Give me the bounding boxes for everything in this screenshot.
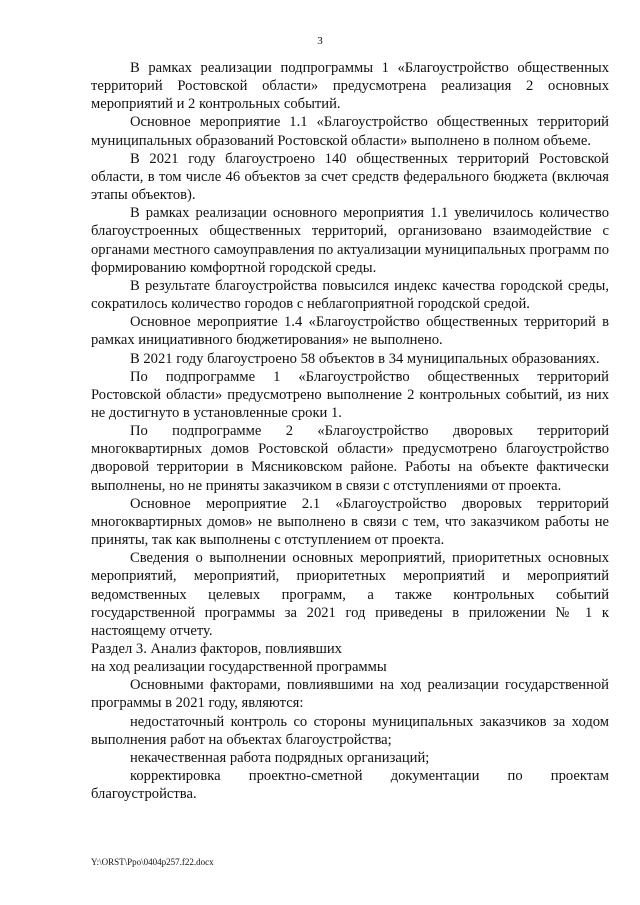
- paragraph: Основное мероприятие 1.1 «Благоустройство общественных территорий муниципальных образований Ростовской области» выполнено в полном объеме.: [91, 114, 609, 149]
- document-body: [91, 59, 609, 803]
- paragraph: По подпрограмме 2 «Благоустройство дворовых территорий многоквартирных домов Ростовской области» предусмотрено благоустройство дворовой территории в Мясниковском районе. Работы на объекте фактически выполнены, но не приняты заказчиком в связи с отступлениями от проекта.: [91, 423, 609, 494]
- paragraph: недостаточный контроль со стороны муниципальных заказчиков за ходом выполнения работ на объектах благоустройства;: [91, 713, 609, 748]
- page-number: 3: [317, 35, 323, 47]
- paragraph: Основными факторами, повлиявшими на ход реализации государственной программы в 2021 году, являются:: [91, 677, 609, 712]
- paragraph: В результате благоустройства повысился индекс качества городской среды, сократилось количество городов с неблагоприятной городской средой.: [91, 277, 609, 313]
- paragraph: некачественная работа подрядных организаций;: [130, 749, 430, 766]
- paragraph: По подпрограмме 1 «Благоустройство общественных территорий Ростовской области» предусмотрено выполнение 2 контрольных событий, из них не достигнуто в установленные сроки 1.: [91, 368, 609, 421]
- section-heading: [91, 640, 609, 676]
- paragraph: В рамках реализации подпрограммы 1 «Благоустройство общественных территорий Ростовской области» предусмотрена реализация 2 основных мероприятий и 2 контрольных событий.: [91, 60, 609, 113]
- paragraph: Основное мероприятие 1.4 «Благоустройство общественных территорий в рамках инициативного бюджетирования» не выполнено.: [91, 314, 609, 349]
- paragraph: В 2021 году благоустроено 58 объектов в 34 муниципальных образованиях.: [130, 350, 600, 367]
- paragraph: Основное мероприятие 2.1 «Благоустройство дворовых территорий многоквартирных домов» не выполнено в связи с тем, что заказчиком работы не приняты, так как выполнены с отступлением от проекта.: [91, 495, 609, 549]
- paragraph: В рамках реализации основного мероприятия 1.1 увеличилось количество благоустроенных общественных территорий, организовано взаимодействие с органами местного самоуправления по актуализации муниципальных программ по формированию комфортной городской среды.: [91, 205, 609, 276]
- paragraph: корректировка проектно-сметной документации по проектам благоустройства.: [91, 768, 609, 803]
- paragraph: В 2021 году благоустроено 140 общественных территорий Ростовской области, в том числе 46 объектов за счет средств федерального бюджета (включая этапы объектов).: [91, 150, 609, 204]
- section-heading-line: Раздел 3. Анализ факторов, повлиявших: [91, 641, 342, 657]
- footer-file-path: Y:\ORST\Ppo\0404p257.f22.docx: [91, 857, 214, 867]
- paragraph: Сведения о выполнении основных мероприятий, приоритетных основных мероприятий, мероприятий, приоритетных мероприятий и мероприятий ведомственных целевых программ, а также контрольных событий государственной программы за 2021 год приведены в приложении № 1 к настоящему отчету.: [91, 550, 609, 639]
- section-heading-line: на ход реализации государственной программы: [91, 659, 387, 676]
